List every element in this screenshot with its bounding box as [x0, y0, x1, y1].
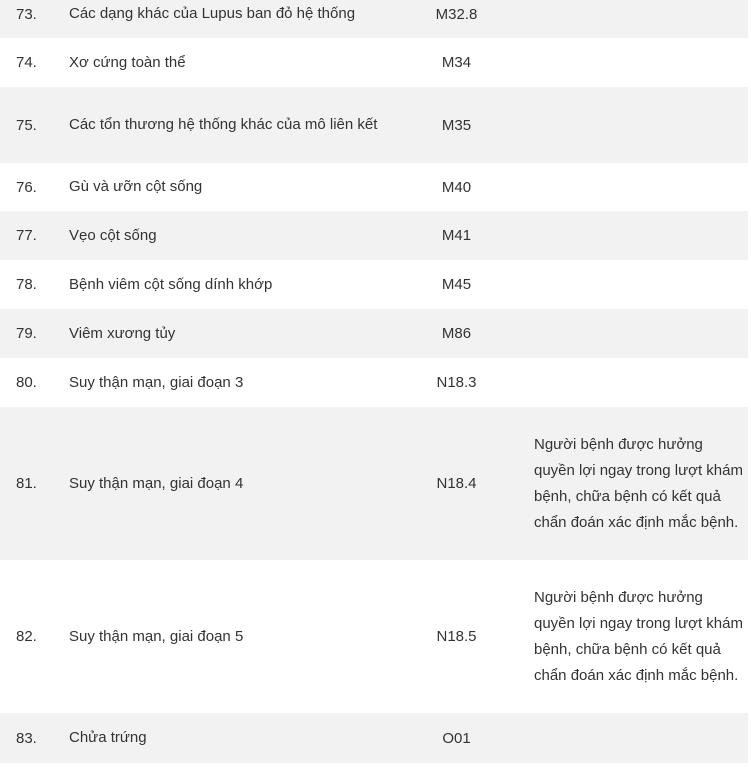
table-row [0, 309, 748, 358]
row-number: 77. [16, 227, 37, 244]
table-row [0, 560, 748, 713]
disease-name: Suy thận mạn, giai đoạn 3 [69, 373, 244, 391]
row-number: 83. [16, 729, 37, 747]
table-row [0, 260, 748, 309]
row-number: 78. [16, 276, 37, 293]
table-row [0, 87, 748, 163]
row-number: 76. [16, 178, 37, 196]
disease-name: Suy thận mạn, giai đoạn 5 [69, 627, 244, 645]
icd-code: M41 [441, 227, 472, 244]
row-number: 80. [16, 374, 37, 391]
row-number: 81. [16, 475, 37, 492]
icd-code: M45 [441, 276, 472, 293]
table-row [0, 713, 748, 763]
disease-name: Chửa trứng [69, 729, 147, 746]
disease-name: Vẹo cột sống [69, 226, 157, 244]
icd-code: N18.4 [436, 475, 477, 492]
disease-name: Gù và ưỡn cột sống [69, 178, 203, 195]
row-number: 74. [16, 54, 37, 71]
disease-name: Các tổn thương hệ thống khác của mô liên kết [69, 116, 378, 133]
icd-code: M35 [441, 116, 472, 134]
icd-code: M40 [441, 178, 472, 196]
row-number: 82. [16, 628, 37, 645]
row-number: 75. [16, 116, 37, 134]
row-number: 79. [16, 325, 37, 342]
table-row [0, 38, 748, 87]
table-row [0, 163, 748, 211]
table-row [0, 407, 748, 560]
icd-code: N18.5 [436, 628, 477, 645]
disease-name: Viêm xương tủy [69, 324, 176, 342]
icd-code: N18.3 [436, 374, 477, 391]
table-row [0, 211, 748, 260]
disease-name: Suy thận mạn, giai đoạn 4 [69, 474, 244, 492]
icd-code: M32.8 [435, 5, 478, 23]
table-row [0, 358, 748, 407]
table-row [0, 0, 748, 38]
icd-code: O01 [442, 729, 471, 747]
row-number: 73. [16, 5, 37, 23]
disease-name: Các dạng khác của Lupus ban đỏ hệ thống [69, 5, 356, 22]
disease-name: Bệnh viêm cột sống dính khớp [69, 275, 273, 293]
icd-code: M86 [441, 325, 472, 342]
disease-name: Xơ cứng toàn thể [69, 53, 186, 71]
icd-code: M34 [441, 54, 472, 71]
note: Người bệnh được hưởng quyền lợi ngay trong lượt khám bệnh, chữa bệnh có kết quả chẩn đoán xác định mắc bệnh. [534, 435, 743, 531]
note: Người bệnh được hưởng quyền lợi ngay trong lượt khám bệnh, chữa bệnh có kết quả chẩn đoán xác định mắc bệnh. [534, 588, 743, 684]
